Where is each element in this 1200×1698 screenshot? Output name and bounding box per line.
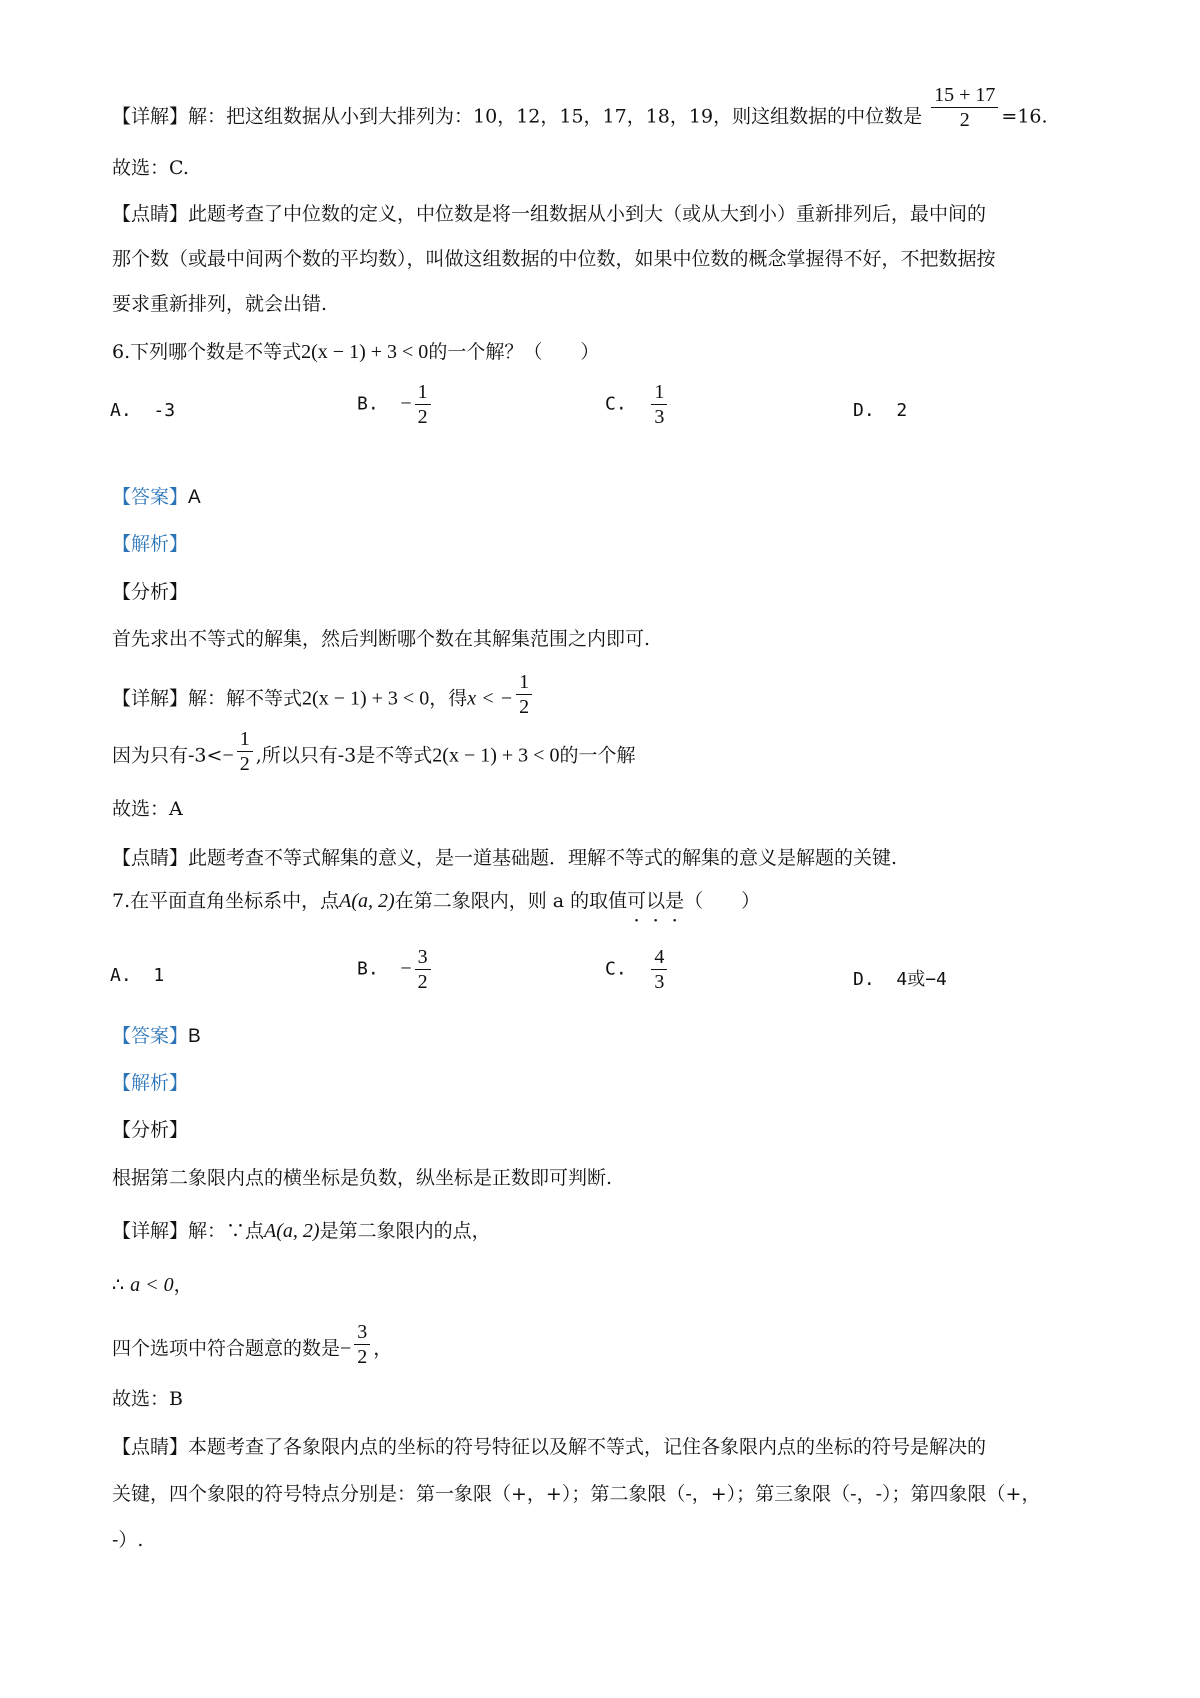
q7-option-a-value: 1	[153, 965, 165, 986]
q6-option-b-den: 2	[415, 404, 431, 429]
q6-fenxi-text: 首先求出不等式的解集，然后判断哪个数在其解集范围之内即可.	[112, 628, 651, 650]
q7-stem-mid: 在第二象限内，则 a 的取值	[394, 890, 628, 912]
q6-detail-result: x < −	[467, 687, 514, 710]
q6-stem-prefix: 6.下列哪个数是不等式	[112, 341, 302, 363]
q6-reason-num: 1	[239, 728, 250, 750]
q6-option-c	[605, 380, 670, 429]
q6-reason-prefix: 因为只有-3<	[112, 744, 223, 767]
q6-option-b-label: B.	[357, 393, 379, 415]
q6-option-b-fraction	[415, 380, 431, 429]
q6-answer-value: A	[188, 487, 201, 508]
q6-reason-den: 2	[237, 751, 253, 776]
q6-option-d-value: 2	[896, 400, 908, 421]
q7-fenxi-label: 【分析】	[112, 1119, 189, 1141]
q6-reason-fraction	[237, 727, 253, 776]
q7-comment-text1: 本题考查了各象限内点的坐标的符号特征以及解不等式，记住各象限内点的坐标的符号是解决的	[188, 1436, 987, 1458]
q6-reason-inequality: 2(x − 1) + 3 < 0	[432, 744, 560, 767]
q7-answer-value: B	[188, 1026, 201, 1047]
q7-option-b	[357, 945, 434, 994]
q7-stem-suffix: （ ）	[684, 890, 761, 912]
q7-detail-suffix: 是第二象限内的点，	[319, 1220, 491, 1242]
q7-fenxi-text: 根据第二象限内点的横坐标是负数，纵坐标是正数即可判断.	[112, 1167, 613, 1189]
q7-option-c-fraction	[651, 945, 667, 994]
q7-comment-line1	[112, 1435, 986, 1459]
q6-detail-den: 2	[516, 694, 532, 719]
q6-option-b	[357, 380, 434, 429]
q7-option-d-value: 4或−4	[896, 969, 947, 990]
q7-option-a	[110, 965, 164, 986]
q6-comment-text: 此题考查不等式解集的意义，是一道基础题．理解不等式的解集的意义是解题的关键.	[188, 847, 898, 869]
q6-detail-mid: ，得	[429, 687, 468, 710]
q7-option-b-fraction	[415, 945, 431, 994]
q7-detail-line	[112, 1219, 491, 1243]
q7-four-den: 2	[354, 1344, 370, 1369]
q7-option-b-label: B.	[357, 958, 379, 980]
q6-reason-mid: ,所以只有-3是不等式	[255, 744, 433, 767]
q6-comment-label: 【点睛】	[112, 847, 189, 869]
q7-four-options-line	[112, 1321, 393, 1369]
q5-comment-label: 【点睛】	[112, 203, 189, 225]
q6-option-b-sign: −	[400, 392, 412, 415]
q6-option-c-fraction	[651, 380, 667, 429]
q6-stem	[112, 340, 599, 364]
q7-comment-label: 【点睛】	[112, 1436, 189, 1458]
q7-option-c	[605, 945, 670, 994]
q6-answer-line	[112, 485, 201, 510]
q7-answer-line	[112, 1024, 201, 1049]
q6-reason-line	[112, 728, 636, 776]
q6-detail-prefix: 解：解不等式	[188, 687, 303, 710]
q5-median-numerator: 15 + 17	[934, 84, 996, 106]
q6-option-a-value: -3	[153, 400, 176, 421]
q7-analysis-label: 【解析】	[112, 1072, 189, 1094]
q7-four-num: 3	[357, 1321, 368, 1343]
q7-option-c-label: C.	[605, 958, 627, 980]
q7-stem	[112, 889, 760, 913]
q7-option-b-sign: −	[400, 957, 412, 980]
q6-analysis-label: 【解析】	[112, 533, 189, 555]
q7-four-sign: −	[340, 1337, 352, 1360]
q6-inequality: 2(x − 1) + 3 < 0	[301, 341, 429, 363]
q7-choose: 故选：B	[112, 1388, 183, 1410]
q6-reason-sign: −	[222, 744, 234, 767]
q7-detail-prefix: 解：∵点	[188, 1220, 265, 1242]
q7-therefore-line	[112, 1273, 193, 1297]
q7-option-d-label: D.	[853, 969, 875, 990]
q6-answer-label: 【答案】	[112, 486, 189, 508]
q6-option-a	[110, 400, 175, 421]
q5-median-denominator: 2	[931, 107, 998, 132]
q6-reason-suffix: 的一个解	[559, 744, 636, 767]
q7-four-suffix: ，	[373, 1337, 393, 1360]
q5-detail-line	[112, 84, 1048, 132]
q5-median-result: =16.	[1001, 105, 1048, 128]
q7-answer-label: 【答案】	[112, 1025, 189, 1047]
q6-option-d	[853, 400, 907, 421]
q6-option-a-label: A.	[110, 400, 132, 421]
q7-option-b-num: 3	[417, 946, 428, 968]
q7-four-fraction	[354, 1320, 370, 1369]
q5-comment-text1: 此题考查了中位数的定义，中位数是将一组数据从小到大（或从大到小）重新排列后，最中间的	[188, 203, 987, 225]
q7-stem-prefix: 7.在平面直角坐标系中，点	[112, 890, 340, 912]
q6-detail-label: 【详解】	[112, 687, 189, 710]
q7-therefore-symbol: ∴	[112, 1274, 125, 1296]
q7-option-c-num: 4	[654, 946, 665, 968]
q6-stem-suffix: 的一个解？（ ）	[428, 341, 600, 363]
q7-point: A(a, 2)	[339, 890, 395, 912]
q5-comment-line3: 要求重新排列，就会出错.	[112, 293, 328, 315]
q5-comment-line2: 那个数（或最中间两个数的平均数），叫做这组数据的中位数，如果中位数的概念掌握得不好，不把数据按	[112, 248, 996, 270]
q5-detail-label: 【详解】	[112, 105, 189, 128]
q5-choose: 故选：C.	[112, 157, 189, 179]
q6-fenxi-label: 【分析】	[112, 581, 189, 603]
q7-option-c-den: 3	[651, 969, 667, 994]
q6-detail-line	[112, 671, 535, 719]
q7-option-b-den: 2	[415, 969, 431, 994]
q6-option-d-label: D.	[853, 400, 875, 421]
q7-comment-line2: 关键，四个象限的符号特点分别是：第一象限（+，+）；第二象限（-，+）；第三象限（-，-）；第四象限（+，	[112, 1483, 1041, 1505]
q7-emph-1: 可	[627, 890, 647, 912]
q7-option-a-label: A.	[110, 965, 132, 986]
q5-median-fraction	[931, 83, 998, 132]
q7-therefore-expr: a < 0	[130, 1274, 174, 1296]
q6-comment-line	[112, 846, 897, 870]
q6-choose: 故选：A	[112, 798, 183, 820]
q6-option-c-label: C.	[605, 393, 627, 415]
q6-detail-inequality: 2(x − 1) + 3 < 0	[302, 687, 430, 710]
q7-option-d	[853, 965, 947, 991]
q6-detail-fraction	[516, 670, 532, 719]
q6-option-b-num: 1	[417, 381, 428, 403]
q7-emph-2: 以	[646, 890, 666, 912]
q7-therefore-comma: ，	[173, 1274, 193, 1296]
q5-comment-line1	[112, 202, 986, 226]
q6-option-c-den: 3	[651, 404, 667, 429]
q7-comment-line3: -）.	[112, 1529, 144, 1551]
q5-detail-text: 解：把这组数据从小到大排列为：10，12，15，17，18，19，则这组数据的中位数是	[188, 105, 923, 128]
q6-detail-num: 1	[519, 671, 530, 693]
q7-emph-3: 是	[665, 890, 685, 912]
q7-four-prefix: 四个选项中符合题意的数是	[112, 1337, 341, 1360]
q7-detail-label: 【详解】	[112, 1220, 189, 1242]
q7-detail-point: A(a, 2)	[264, 1220, 320, 1242]
q6-option-c-num: 1	[654, 381, 665, 403]
